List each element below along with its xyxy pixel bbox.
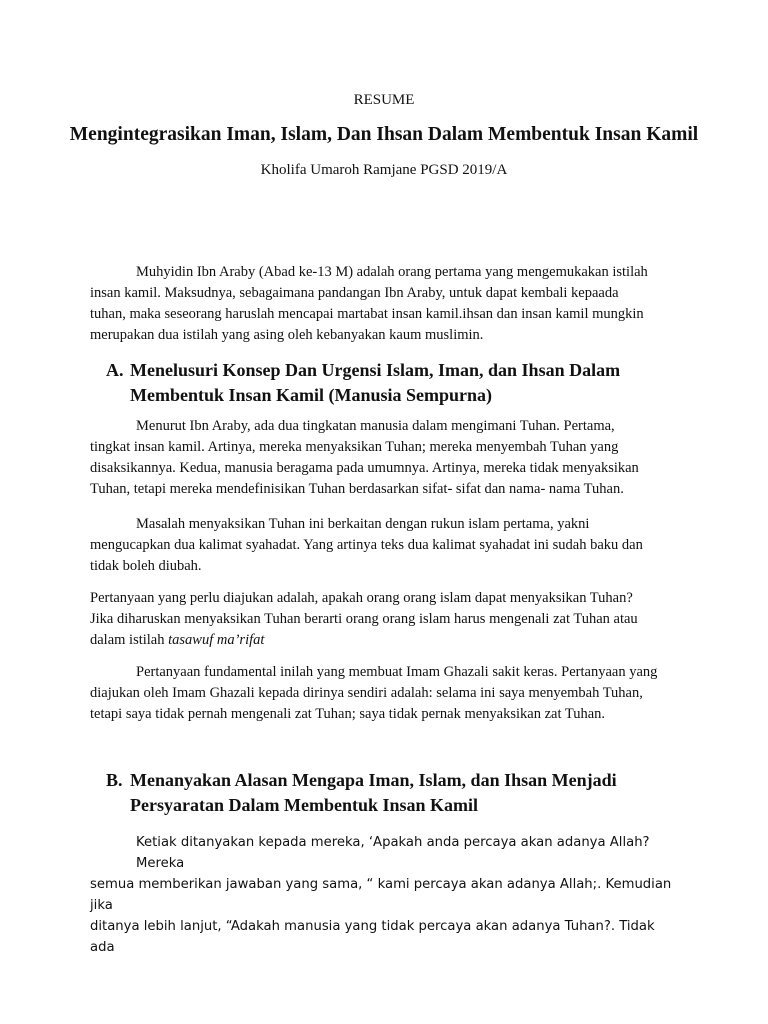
italic-term: tasawuf ma’rifat: [168, 632, 265, 648]
text-line: tingkat insan kamil. Artinya, mereka menyaksikan Tuhan; mereka menyembah Tuhan yang: [90, 439, 619, 455]
section-b-letter: B.: [106, 770, 123, 790]
section-b-heading-line: Menanyakan Alasan Mengapa Iman, Islam, dan Ihsan Menjadi: [130, 770, 617, 790]
intro-paragraph: [90, 262, 680, 346]
text-line: Tuhan, tetapi mereka mendefinisikan Tuhan berdasarkan sifat- sifat dan nama- nama Tuhan.: [90, 481, 624, 497]
text-line: ditanya lebih lanjut, “Adakah manusia yang tidak percaya akan adanya Tuhan?. Tidak ada: [90, 919, 655, 955]
section-b-heading-line: Persyaratan Dalam Membentuk Insan Kamil: [130, 795, 478, 815]
text-line: mengucapkan dua kalimat syahadat. Yang artinya teks dua kalimat syahadat ini sudah baku dan: [90, 537, 643, 553]
section-a-paragraph-4: [90, 662, 680, 725]
section-a-letter: A.: [106, 360, 124, 380]
text-line: Ketiak ditanyakan kepada mereka, ‘Apakah anda percaya akan adanya Allah? Mereka: [136, 835, 650, 871]
resume-label: RESUME: [353, 92, 415, 108]
document-title: Mengintegrasikan Iman, Islam, Dan Ihsan Dalam Membentuk Insan Kamil: [69, 124, 699, 145]
text-line: disaksikannya. Kedua, manusia beragama pada umumnya. Artinya, mereka tidak menyaksikan: [90, 460, 639, 476]
section-a-heading-line: Menelusuri Konsep Dan Urgensi Islam, Iman, dan Ihsan Dalam: [130, 360, 621, 380]
intro-line: merupakan dua istilah yang asing oleh kebanyakan kaum muslimin.: [90, 327, 484, 343]
text-prefix: dalam istilah: [90, 632, 169, 648]
text-line: Pertanyaan fundamental inilah yang membuat Imam Ghazali sakit keras. Pertanyaan yang: [136, 664, 658, 680]
intro-line: Muhyidin Ibn Araby (Abad ke-13 M) adalah orang pertama yang mengemukakan istilah: [136, 264, 648, 280]
section-a-heading-line: Membentuk Insan Kamil (Manusia Sempurna): [130, 385, 493, 405]
text-line: Jika diharuskan menyaksikan Tuhan berarti orang orang islam harus mengenali zat Tuhan atau: [90, 611, 638, 627]
intro-line: tuhan, maka seseorang haruslah mencapai martabat insan kamil.ihsan dan insan kamil mungkin: [90, 306, 644, 322]
text-line: tetapi saya tidak pernah mengenali zat Tuhan; saya tidak pernak menyaksikan zat Tuhan.: [90, 706, 606, 722]
section-a-paragraph-3: [90, 588, 680, 651]
section-b-heading: [106, 768, 686, 818]
section-b-paragraph-1: [90, 832, 680, 958]
text-line: diajukan oleh Imam Ghazali kepada dirinya sendiri adalah: selama ini saya menyembah Tuhan,: [90, 685, 643, 701]
text-line: tidak boleh diubah.: [90, 558, 202, 574]
section-a-paragraph-2: [90, 514, 680, 577]
section-a-heading: [106, 358, 686, 408]
text-line: [90, 630, 680, 651]
intro-line: insan kamil. Maksudnya, sebagaimana pandangan Ibn Araby, untuk dapat kembali kepaada: [90, 285, 619, 301]
text-line: semua memberikan jawaban yang sama, “ kami percaya akan adanya Allah;. Kemudian jika: [90, 877, 672, 913]
text-line: Menurut Ibn Araby, ada dua tingkatan manusia dalam mengimani Tuhan. Pertama,: [136, 418, 615, 434]
text-line: Pertanyaan yang perlu diajukan adalah, apakah orang orang islam dapat menyaksikan Tuhan?: [90, 590, 633, 606]
text-line: Masalah menyaksikan Tuhan ini berkaitan dengan rukun islam pertama, yakni: [136, 516, 590, 532]
section-a-paragraph-1: [90, 416, 680, 500]
author-line: Kholifa Umaroh Ramjane PGSD 2019/A: [260, 162, 508, 178]
